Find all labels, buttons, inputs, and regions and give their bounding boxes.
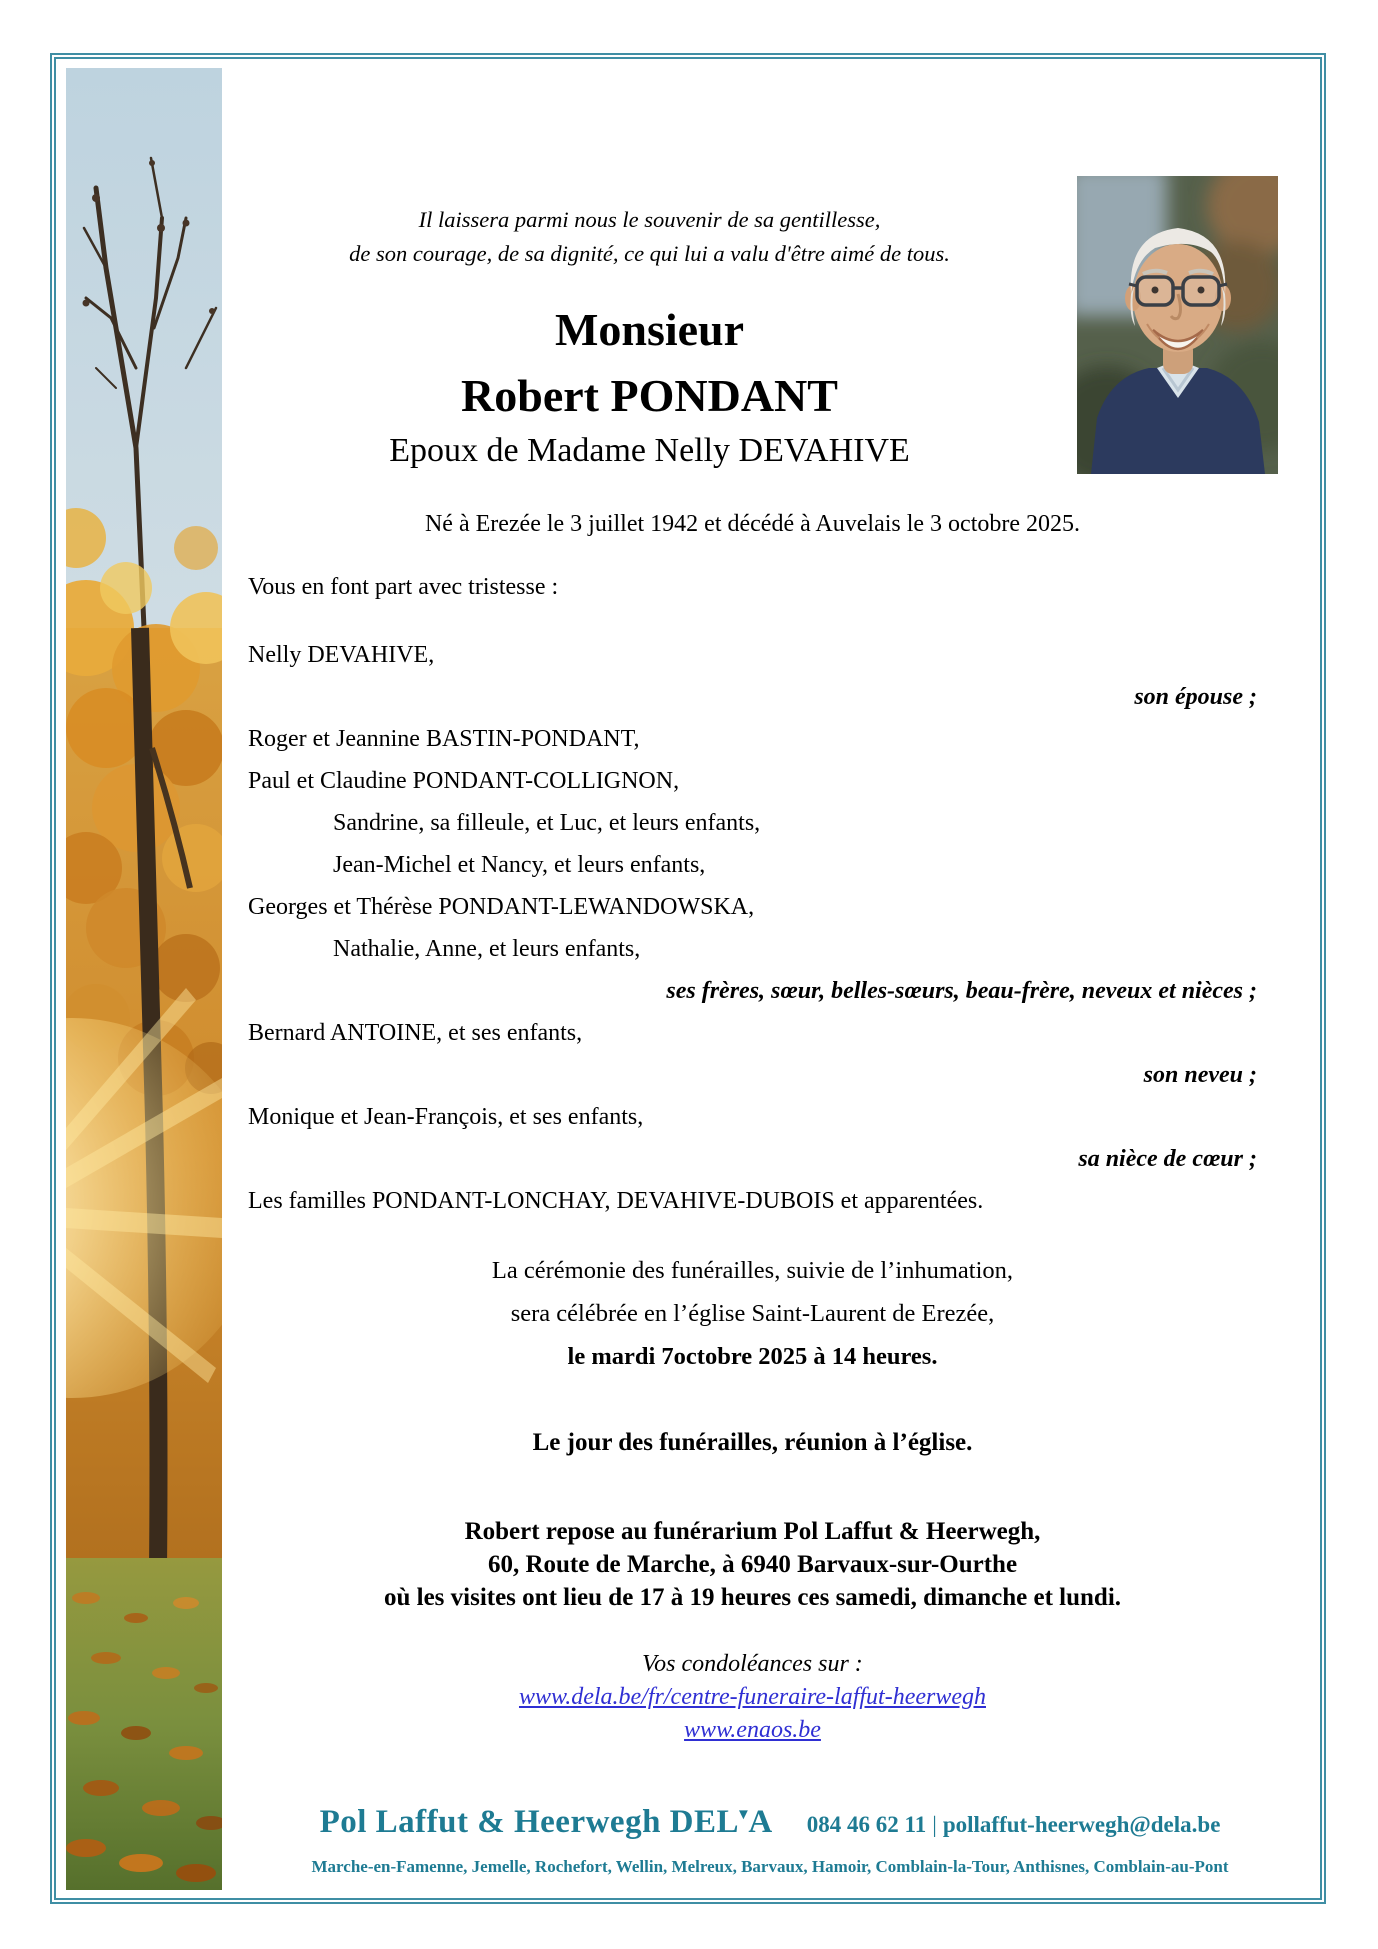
dela-logo-mark-icon: ▼: [736, 1807, 752, 1823]
footer-phone: 084 46 62 11: [806, 1812, 927, 1837]
funerarium-line-3: où les visites ont lieu de 17 à 19 heures ces samedi, dimanche et lundi.: [383, 1584, 1122, 1611]
family-line: Nelly DEVAHIVE,: [248, 642, 435, 668]
family-line: Nathalie, Anne, et leurs enfants,: [333, 936, 641, 962]
birth-death-line: Né à Erezée le 3 juillet 1942 et décédé à Auvelais le 3 octobre 2025.: [424, 511, 1081, 537]
footer-locations: Marche-en-Famenne, Jemelle, Rochefort, Wellin, Melreux, Barvaux, Hamoir, Comblain-la-Tour, Anthisnes, Comblain-au-Pont: [311, 1857, 1229, 1876]
family-line: Roger et Jeannine BASTIN-PONDANT,: [248, 726, 640, 752]
autumn-tree-image: [66, 68, 222, 1890]
ceremony-info: [248, 1249, 1257, 1378]
family-line: Bernard ANTOINE, et ses enfants,: [248, 1020, 583, 1046]
family-relation-line: sa nièce de cœur ;: [1078, 1146, 1257, 1172]
family-relation-line: son épouse ;: [1134, 684, 1257, 710]
family-relation-line: ses frères, sœur, belles-sœurs, beau-frère, neveux et nièces ;: [666, 978, 1257, 1004]
brand-text: Pol Laffut & Heerwegh DEL: [319, 1804, 740, 1840]
family-list: [248, 634, 1257, 1222]
portrait-photo: [1077, 176, 1278, 474]
family-line: Sandrine, sa filleule, et Luc, et leurs enfants,: [333, 810, 761, 836]
footer-email: pollaffut-heerwegh@dela.be: [942, 1812, 1221, 1837]
condolences-label: Vos condoléances sur :: [642, 1651, 863, 1677]
title-monsieur: Monsieur: [554, 304, 745, 355]
family-line: Paul et Claudine PONDANT-COLLIGNON,: [248, 768, 680, 794]
epitaph-line-1: Il laissera parmi nous le souvenir de sa gentillesse,: [418, 207, 881, 232]
reunion-line: Le jour des funérailles, réunion à l’église.: [532, 1429, 973, 1456]
funeral-home-footer: [222, 1804, 1318, 1841]
ceremony-date-line: le mardi 7octobre 2025 à 14 heures.: [567, 1343, 938, 1370]
epitaph: [222, 203, 1077, 271]
condolences-link-enaos[interactable]: www.enaos.be: [684, 1717, 821, 1743]
epitaph-line-2: de son courage, de sa dignité, ce qui lui a valu d'être aimé de tous.: [349, 241, 950, 266]
spouse-line: Epoux de Madame Nelly DEVAHIVE: [389, 432, 910, 469]
family-relation-line: son neveu ;: [1143, 1062, 1257, 1088]
ceremony-line-1: La cérémonie des funérailles, suivie de l’inhumation,: [491, 1257, 1014, 1284]
autumn-photo-strip: [66, 68, 222, 1890]
family-line: Les familles PONDANT-LONCHAY, DEVAHIVE-DUBOIS et apparentées.: [248, 1188, 984, 1214]
condolences-block: [248, 1648, 1257, 1747]
footer-contact: [807, 1812, 1221, 1838]
announcement-line: Vous en font part avec tristesse :: [248, 574, 559, 600]
family-line: Monique et Jean-François, et ses enfants,: [248, 1104, 644, 1130]
family-line: Georges et Thérèse PONDANT-LEWANDOWSKA,: [248, 894, 755, 920]
funerarium-line-2: 60, Route de Marche, à 6940 Barvaux-sur-Ourthe: [487, 1551, 1018, 1578]
family-line: Jean-Michel et Nancy, et leurs enfants,: [333, 852, 706, 878]
condolences-link-dela[interactable]: www.dela.be/fr/centre-funeraire-laffut-heerwegh: [518, 1684, 986, 1710]
funeral-home-brand: [320, 1804, 773, 1841]
footer-separator: |: [932, 1812, 937, 1837]
brand-text-suffix: A: [748, 1804, 773, 1840]
ceremony-line-2: sera célébrée en l’église Saint-Laurent de Erezée,: [510, 1300, 995, 1327]
funerarium-line-1: Robert repose au funérarium Pol Laffut & Heerwegh,: [464, 1518, 1041, 1545]
deceased-name: Robert PONDANT: [461, 370, 838, 421]
portrait-image: [1077, 176, 1278, 474]
funerarium-info: [248, 1515, 1257, 1614]
